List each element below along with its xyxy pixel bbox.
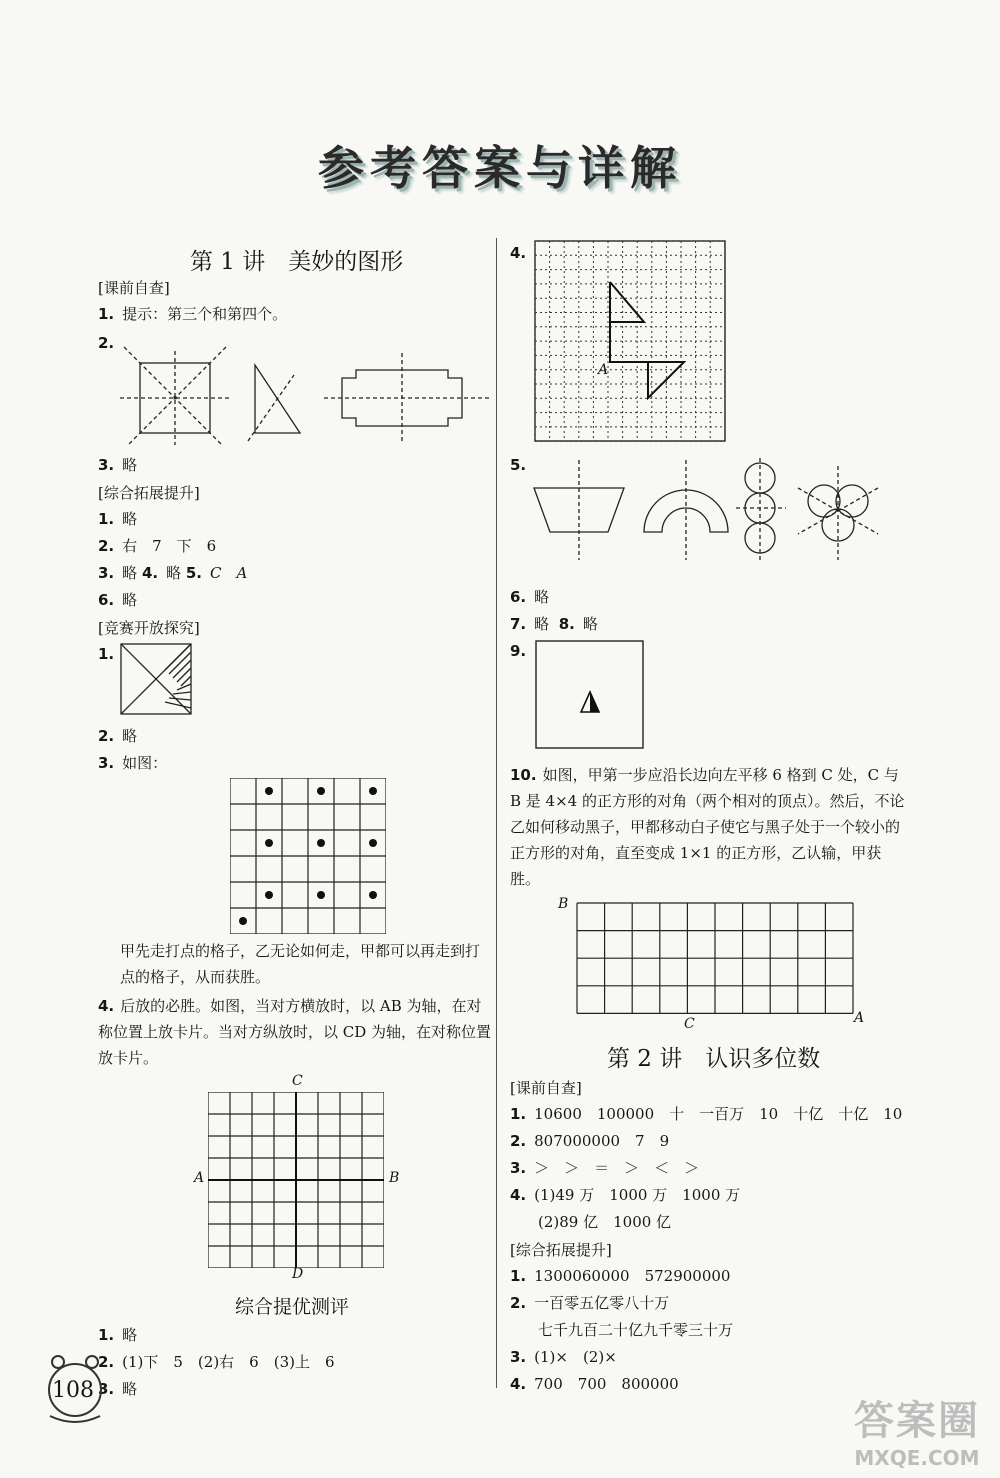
ext-answer-2: 2. 右 7 下 6: [98, 537, 217, 555]
section-competition: [ 竞赛开放探究 ]: [98, 617, 200, 638]
r-answer-9-label: 9.: [510, 642, 527, 660]
section-extension: [ 综合拓展提升 ]: [98, 482, 200, 503]
section-pre-check: [ 课前自查 ]: [98, 277, 170, 298]
axis-grid-board: [208, 1092, 384, 1268]
ext-answer-1: 1. 略: [98, 510, 138, 528]
eval-answer-1: 1. 略: [98, 1326, 138, 1344]
comp-answer-3-text: 甲先走打点的格子，乙无论如何走，甲都可以再走到打点的格子，从而获胜。: [120, 942, 481, 986]
r-ext-2a: 2. 一百零五亿零八十万: [510, 1294, 670, 1312]
hatched-square-figure: [120, 643, 192, 715]
symmetry-figures: [112, 345, 497, 445]
r-answer-10: 10. 如图，甲第一步应沿长边向左平移 6 格到 C 处，C 与 B 是 4×4 的正方形的对角（两个相对的顶点）。然后，不论乙如何移动黑子，甲都移动白子使它与黑子处于一个较小的正方形的对角，直至变成 1×1 的正方形，乙认输，甲获胜。: [510, 766, 905, 888]
translation-grid: [534, 240, 726, 442]
ext-answer-3-5: 3. 略 4. 略 5. C A: [98, 564, 248, 582]
r-ext-4: 4. 700 700 800000: [510, 1375, 679, 1393]
eval-answer-2: 2. (1)下 5 (2)右 6 (3)上 6: [98, 1353, 335, 1371]
r-pre-4b: (2)89 亿 1000 亿: [538, 1213, 672, 1231]
answer-2-label: 2.: [98, 334, 115, 352]
symmetry-figures-2: [528, 458, 898, 562]
label-C: C: [292, 1073, 303, 1089]
answer-1: 1. 提示：第三个和第四个。: [98, 305, 288, 323]
r-pre-1: 1. 10600 100000 十 一百万 10 十亿 十亿 10: [510, 1105, 903, 1123]
r-section-extension: [ 综合拓展提升 ]: [510, 1239, 612, 1260]
comp-answer-3: 3. 如图：: [98, 754, 168, 772]
eval-answer-3: 3. 略: [98, 1380, 138, 1398]
lecture-2-title: 第 2 讲 认识多位数: [607, 1046, 821, 1072]
q10-label-C: C: [684, 1016, 695, 1032]
watermark-logo: 答案圈 MXQE.COM: [854, 1398, 980, 1470]
r-ext-2b: 七千九百二十亿九千零三十万: [538, 1321, 734, 1339]
r-pre-2: 2. 807000000 7 9: [510, 1132, 670, 1150]
comp-answer-1-label: 1.: [98, 645, 115, 663]
q10-label-A: A: [854, 1010, 865, 1026]
r-pre-3: 3. ＞ ＞ ＝ ＞ ＜ ＞: [510, 1159, 700, 1177]
ext-answer-6: 6. 略: [98, 591, 138, 609]
r-section-pre-check: [ 课前自查 ]: [510, 1077, 582, 1098]
label-A: A: [194, 1170, 205, 1186]
evaluation-title: 综合提优测评: [235, 1296, 350, 1318]
r-answer-7-8: 7. 略 8. 略: [510, 615, 598, 633]
answer-3: 3. 略: [98, 456, 138, 474]
q10-label-B: B: [558, 896, 569, 912]
r-answer-4-label: 4.: [510, 244, 527, 262]
r-pre-4a: 4. (1)49 万 1000 万 1000 万: [510, 1186, 741, 1204]
comp-answer-4: 4. 后放的必胜。如图，当对方横放时，以 AB 为轴，在对称位置上放卡片。当对方纵放时，以 CD 为轴，在对称位置放卡片。: [98, 997, 492, 1067]
square-with-triangle: [535, 640, 645, 750]
r-label-A: A: [598, 362, 609, 378]
page-number: 108: [52, 1378, 94, 1403]
dot-grid-board: [230, 778, 386, 934]
label-D: D: [292, 1266, 304, 1282]
r-answer-5-label: 5.: [510, 456, 527, 474]
comp-answer-2: 2. 略: [98, 727, 138, 745]
r-ext-3: 3. (1)× (2)×: [510, 1348, 617, 1366]
label-B: B: [389, 1170, 400, 1186]
lecture-1-title: 第 1 讲 美妙的图形: [190, 249, 404, 275]
page-title: 参考答案与详解: [318, 141, 682, 195]
r-answer-6: 6. 略: [510, 588, 550, 606]
rectangle-grid-board: [576, 902, 854, 1014]
r-ext-1: 1. 1300060000 572900000: [510, 1267, 731, 1285]
